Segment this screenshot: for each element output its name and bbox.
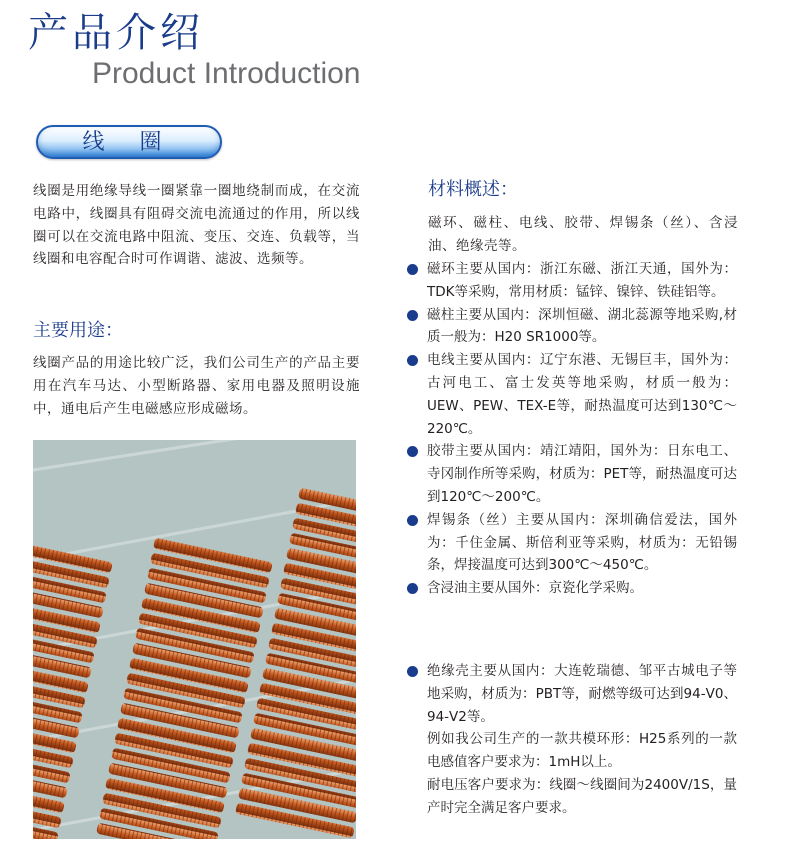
bullet-icon (407, 583, 418, 594)
shell-text: 绝缘壳主要从国内：大连乾瑞德、邹平古城电子等地采购，材质为：PBT等，耐燃等级可达到94-V0、94-V2等。 (427, 663, 737, 725)
bullet-icon (407, 515, 418, 526)
bullet-icon (407, 446, 418, 457)
materials-heading: 材料概述： (428, 179, 518, 200)
list-item: 磁环主要从国内：浙江东磁、浙江天通，国外为：TDK等采购，常用材质：锰锌、镍锌、铁硅铝等。 (407, 258, 737, 304)
coil-product-photo (33, 440, 356, 839)
usage-heading: 主要用途： (33, 320, 123, 341)
section-badge (36, 125, 222, 159)
bullet-icon (407, 666, 418, 677)
section-badge-label: 线 圈 (82, 130, 176, 155)
bullet-icon (407, 310, 418, 321)
coil-tray-illustration (33, 440, 356, 839)
materials-summary: 磁环、磁柱、电线、胶带、焊锡条（丝）、含浸油、绝缘壳等。 (428, 215, 738, 254)
page-title-cn: 产品介绍 (28, 10, 204, 56)
list-item: 焊锡条（丝）主要从国内：深圳确信爱法，国外为：千住金属、斯倍利亚等采购，材质为：无铅锡条，焊接温度可达到300℃～450℃。 (407, 509, 737, 577)
shell-list (407, 660, 737, 820)
usage-paragraph: 线圈产品的用途比较广泛，我们公司生产的产品主要用在汽车马达、小型断路器、家用电器及照明设施中，通电后产生电磁感应形成磁场。 (33, 355, 360, 417)
list-item: 电线主要从国内：辽宁东港、无锡巨丰，国外为：古河电工、富士发英等地采购，材质一般为：UEW、PEW、TEX-E等，耐热温度可达到130℃～220℃。 (407, 349, 737, 440)
shell-voltage: 耐电压客户要求为：线圈～线圈间为2400V/1S，量产时完全满足客户要求。 (427, 776, 737, 816)
list-item (407, 660, 737, 820)
shell-example: 例如我公司生产的一款共模环形：H25系列的一款电感值客户要求为：1mH以上。 (427, 731, 737, 771)
list-item: 含浸油主要从国外：京瓷化学采购。 (407, 577, 737, 600)
materials-list (407, 258, 737, 600)
list-item: 磁柱主要从国内：深圳恒磁、湖北蕊源等地采购,材质一般为：H20 SR1000等。 (407, 304, 737, 350)
page-title-en: Product Introduction (92, 57, 361, 90)
intro-paragraph: 线圈是用绝缘导线一圈紧靠一圈地绕制而成，在交流电路中，线圈具有阻碍交流电流通过的作用，所以线圈可以在交流电路中阻流、变压、交连、负载等，当线圈和电容配合时可作调谐、滤波、选频等。 (33, 183, 360, 268)
bullet-icon (407, 355, 418, 366)
bullet-icon (407, 264, 418, 275)
list-item: 胶带主要从国内：靖江靖阳，国外为：日东电工、寺冈制作所等采购，材质为：PET等，耐热温度可达到120℃～200℃。 (407, 440, 737, 508)
